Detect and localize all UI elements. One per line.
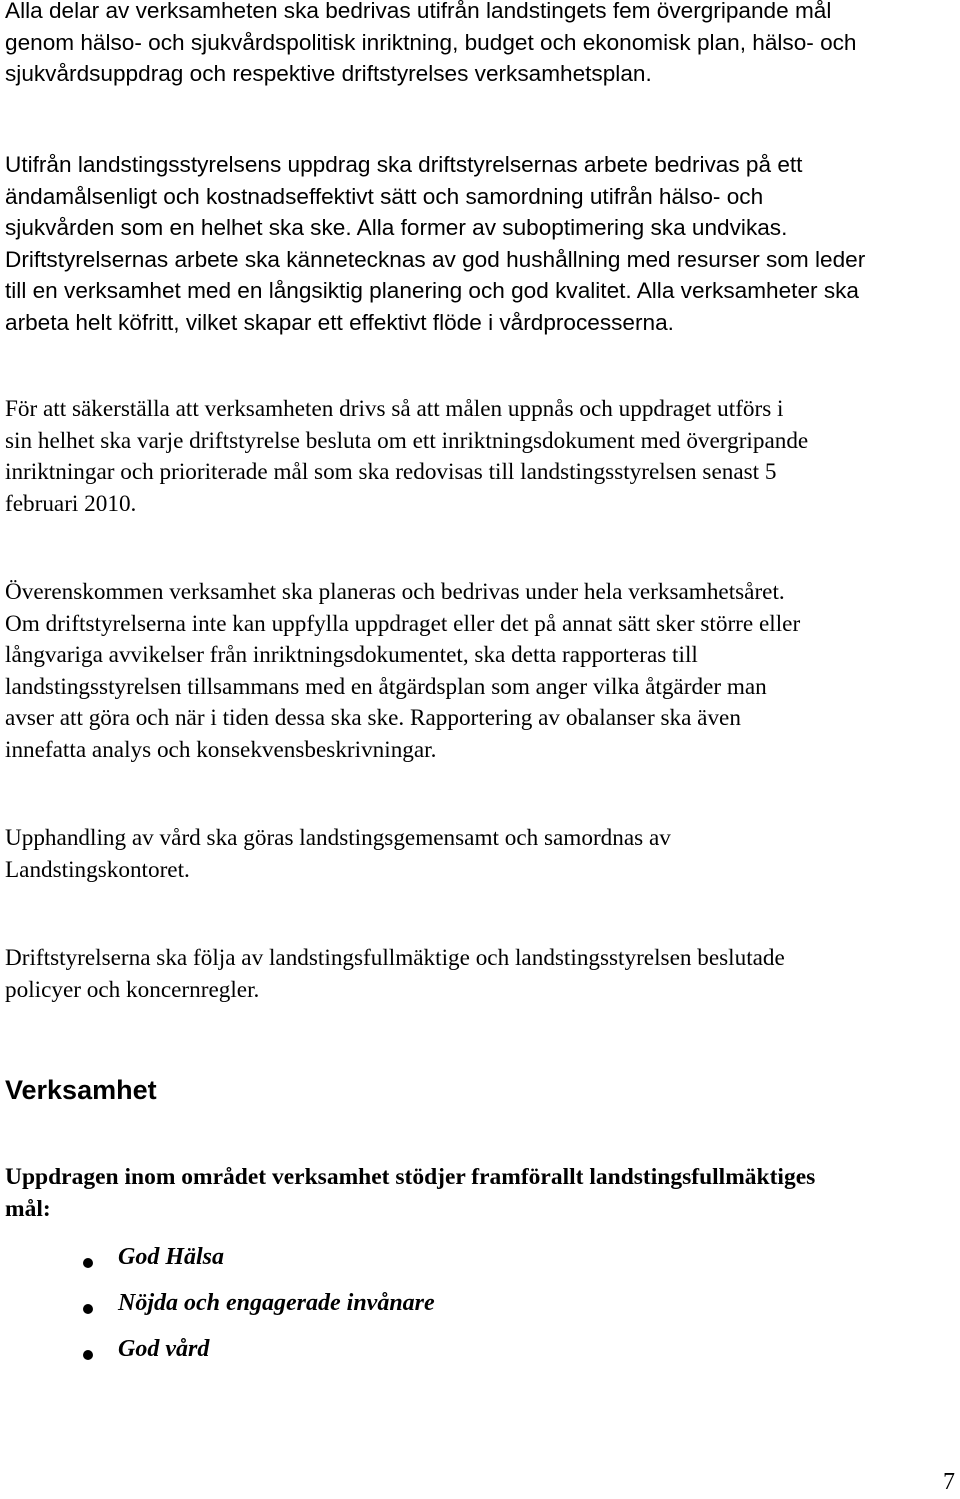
paragraph-line: Upphandling av vård ska göras landstingsgemensamt och samordnas av: [5, 825, 671, 851]
subheading-line: mål:: [5, 1195, 51, 1222]
paragraph-6: [5, 943, 957, 1006]
subheading-line: Uppdragen inom området verksamhet stödjer framförallt landstingsfullmäktiges: [5, 1164, 816, 1190]
paragraph-line: policyer och koncernregler.: [5, 976, 260, 1003]
paragraph-line: ändamålsenligt och kostnadseffektivt sätt och samordning utifrån hälso- och: [5, 183, 764, 209]
page-number: 7: [943, 1469, 955, 1495]
paragraph-1: [5, 0, 957, 90]
paragraph-line: sjukvårdsuppdrag och respektive driftstyrelses verksamhetsplan.: [5, 61, 652, 86]
paragraph-line: februari 2010.: [5, 490, 137, 517]
paragraph-line: innefatta analys och konsekvensbeskrivningar.: [5, 736, 437, 763]
paragraph-line: långvariga avvikelser från inriktningsdokumentet, ska detta rapporteras till: [5, 642, 698, 668]
paragraph-line: Om driftstyrelserna inte kan uppfylla uppdraget eller det på annat sätt sker större eller: [5, 610, 801, 637]
bullet-icon: [83, 1350, 93, 1360]
paragraph-line: Alla delar av verksamheten ska bedrivas utifrån landstingets fem övergripande mål: [5, 0, 832, 23]
subheading: [5, 1162, 815, 1225]
paragraph-line: Driftstyrelsernas arbete ska kännetecknas av god hushållning med resurser som leder: [5, 246, 866, 272]
bullet-icon: [83, 1304, 93, 1314]
bullet-icon: [83, 1258, 93, 1268]
paragraph-line: inriktningar och prioriterade mål som ska redovisas till landstingsstyrelsen senast 5: [5, 459, 777, 485]
paragraph-4: [5, 577, 957, 766]
goal-text: Nöjda och engagerade invånare: [118, 1290, 435, 1316]
paragraph-line: Driftstyrelserna ska följa av landstingsfullmäktige och landstingsstyrelsen beslutade: [5, 945, 785, 971]
paragraph-line: Landstingskontoret.: [5, 856, 190, 883]
section-heading: Verksamhet: [5, 1075, 157, 1105]
paragraph-line: sjukvården som en helhet ska ske. Alla former av suboptimering ska undvikas.: [5, 215, 788, 240]
paragraph-5: [5, 823, 957, 886]
paragraph-line: För att säkerställa att verksamheten drivs så att målen uppnås och uppdraget utförs i: [5, 396, 784, 422]
paragraph-line: avser att göra och när i tiden dessa ska ske. Rapportering av obalanser ska även: [5, 705, 741, 731]
paragraph-3: [5, 394, 957, 520]
paragraph-line: sin helhet ska varje driftstyrelse besluta om ett inriktningsdokument med övergripande: [5, 427, 809, 454]
goal-text: God vård: [118, 1336, 210, 1362]
paragraph-line: genom hälso- och sjukvårdspolitisk inriktning, budget och ekonomisk plan, hälso- och: [5, 29, 857, 55]
paragraph-line: Utifrån landstingsstyrelsens uppdrag ska driftstyrelsernas arbete bedrivas på ett: [5, 152, 803, 177]
paragraph-line: Överenskommen verksamhet ska planeras och bedrivas under hela verksamhetsåret.: [5, 579, 785, 605]
paragraph-line: till en verksamhet med en långsiktig planering och god kvalitet. Alla verksamheter ska: [5, 278, 859, 303]
paragraph-2: [5, 149, 957, 338]
paragraph-line: landstingsstyrelsen tillsammans med en åtgärdsplan som anger vilka åtgärder man: [5, 673, 767, 700]
goal-text: God Hälsa: [118, 1244, 225, 1270]
paragraph-line: arbeta helt köfritt, vilket skapar ett effektivt flöde i vårdprocesserna.: [5, 309, 674, 335]
